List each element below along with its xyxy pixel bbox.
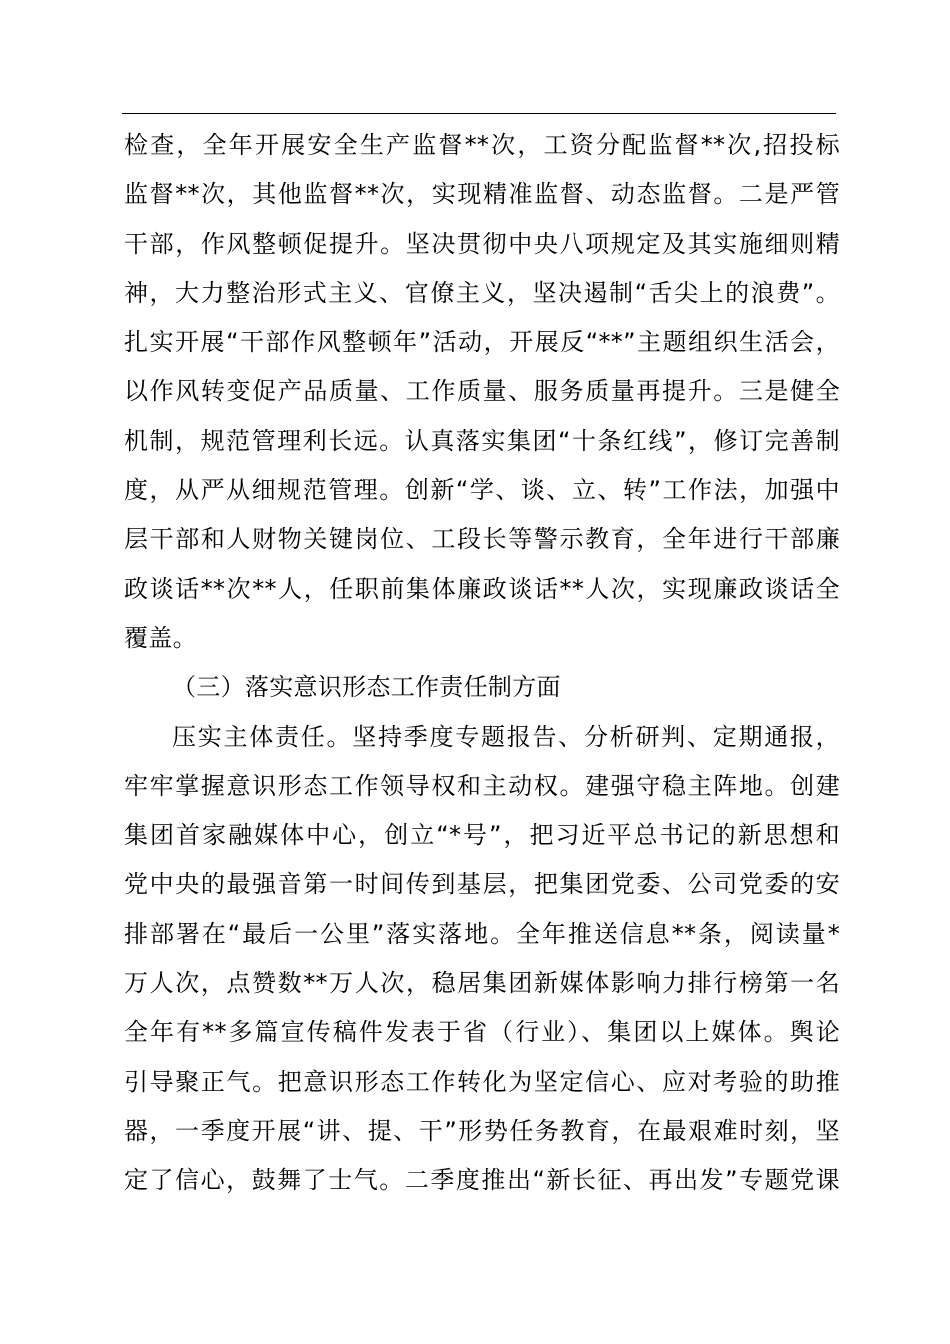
text-line: 集团首家融媒体中心，创立“*号”，把习近平总书记的新思想和 — [124, 821, 840, 850]
text-line: 器，一季度开展“讲、提、干”形势任务教育，在最艰难时刻，坚 — [124, 1116, 840, 1145]
text-line: 政谈话**次**人，任职前集体廉政谈话**人次，实现廉政谈话全 — [124, 574, 840, 603]
text-line: 神，大力整治形式主义、官僚主义，坚决遏制“舌尖上的浪费”。 — [124, 278, 840, 307]
text-line: 排部署在“最后一公里”落实落地。全年推送信息**条，阅读量* — [124, 919, 840, 948]
section-heading: （三）落实意识形态工作责任制方面 — [172, 673, 561, 702]
text-line: 度，从严从细规范管理。创新“学、谈、立、转”工作法，加强中 — [124, 476, 840, 505]
text-line: 检查，全年开展安全生产监督**次，工资分配监督**次,招投标 — [124, 131, 840, 159]
text-line: 全年有**多篇宣传稿件发表于省（行业）、集团以上媒体。舆论 — [124, 1018, 840, 1047]
text-line: 机制，规范管理利长远。认真落实集团“十条红线”，修订完善制 — [124, 426, 840, 455]
header-divider — [122, 113, 836, 114]
text-line: 万人次，点赞数**万人次，稳居集团新媒体影响力排行榜第一名 — [124, 969, 840, 998]
text-line: 监督**次，其他监督**次，实现精准监督、动态监督。二是严管 — [124, 180, 840, 209]
text-line: 牢牢掌握意识形态工作领导权和主动权。建强守稳主阵地。创建 — [124, 771, 840, 800]
text-line: 定了信心，鼓舞了士气。二季度推出“新长征、再出发”专题党课 — [124, 1166, 840, 1195]
text-line: 引导聚正气。把意识形态工作转化为坚定信心、应对考验的助推 — [124, 1067, 840, 1096]
text-line: 党中央的最强音第一时间传到基层，把集团党委、公司党委的安 — [124, 870, 840, 899]
text-line: 扎实开展“干部作风整顿年”活动，开展反“**”主题组织生活会， — [124, 328, 840, 357]
text-line: 覆盖。 — [124, 623, 197, 652]
text-line: 压实主体责任。坚持季度专题报告、分析研判、定期通报， — [172, 722, 840, 751]
body-text — [124, 121, 840, 1206]
text-line: 干部，作风整顿促提升。坚决贯彻中央八项规定及其实施细则精 — [124, 229, 840, 258]
text-line: 层干部和人财物关键岗位、工段长等警示教育，全年进行干部廉 — [124, 525, 840, 554]
text-line: 以作风转变促产品质量、工作质量、服务质量再提升。三是健全 — [124, 377, 840, 406]
